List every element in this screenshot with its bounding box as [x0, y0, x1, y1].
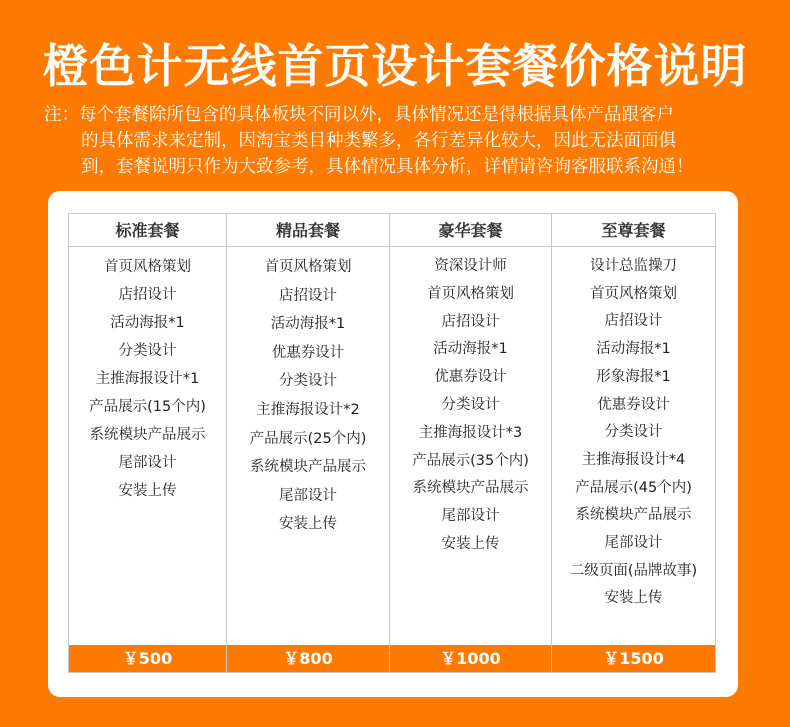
package-item: 店招设计 [118, 287, 177, 303]
package-item: 首页风格策划 [104, 259, 191, 275]
package-item: 安装上传 [279, 516, 337, 533]
package-item: 主推海报设计*1 [95, 371, 200, 387]
package-item: 资深设计师 [434, 258, 507, 274]
package-name: 豪华套餐 [390, 214, 551, 247]
package-item: 首页风格策划 [427, 285, 514, 302]
package-item: 系统模块产品展示 [250, 459, 366, 476]
package-item: 系统模块产品展示 [575, 507, 692, 524]
package-item: 二级页面(品牌故事) [569, 562, 698, 579]
package-item: 安装上传 [441, 535, 500, 552]
package-price: ￥1000 [390, 645, 551, 672]
package-item: 活动海报*1 [596, 341, 671, 358]
package-item: 主推海报设计*3 [418, 424, 523, 441]
package-item: 尾部设计 [604, 535, 663, 552]
package-items [390, 247, 551, 559]
package-column-supreme [552, 214, 715, 672]
package-price: ￥800 [227, 645, 389, 672]
package-item: 尾部设计 [118, 455, 177, 471]
pricing-card [48, 191, 738, 697]
pricing-note [44, 102, 764, 180]
package-item: 产品展示(35个内) [412, 452, 529, 469]
package-price: ￥500 [69, 645, 226, 672]
package-item: 优惠券设计 [434, 369, 507, 386]
package-item: 主推海报设计*2 [256, 401, 360, 418]
package-item: 形象海报*1 [596, 368, 671, 385]
package-name: 标准套餐 [69, 214, 226, 247]
package-item: 优惠券设计 [597, 396, 670, 413]
package-item: 首页风格策划 [590, 285, 677, 302]
package-item: 活动海报*1 [270, 316, 346, 333]
package-items [552, 247, 715, 613]
package-item: 首页风格策划 [264, 259, 352, 275]
package-name: 至尊套餐 [552, 214, 715, 247]
page-title: 橙色计无线首页设计套餐价格说明 [42, 39, 748, 93]
package-item: 分类设计 [604, 424, 663, 441]
package-items [69, 247, 226, 505]
package-column-standard [69, 214, 227, 672]
note-line-1: 注：每个套餐除所包含的具体板块不同以外，具体情况还是得根据具体产品跟客户 [44, 105, 674, 125]
package-item: 安装上传 [118, 483, 177, 499]
package-name: 精品套餐 [227, 214, 389, 247]
package-item: 安装上传 [604, 590, 663, 607]
package-item: 店招设计 [279, 287, 337, 304]
package-item: 活动海报*1 [433, 341, 508, 358]
package-column-premium [227, 214, 390, 672]
package-item: 产品展示(25个内) [249, 430, 367, 447]
package-item: 主推海报设计*4 [581, 451, 686, 468]
package-item: 店招设计 [441, 313, 500, 330]
package-item: 活动海报*1 [110, 315, 185, 331]
package-item: 优惠券设计 [271, 344, 345, 361]
package-item: 分类设计 [279, 373, 337, 390]
package-item: 设计总监操刀 [590, 258, 677, 274]
package-item: 店招设计 [604, 313, 663, 330]
pricing-table [68, 213, 716, 673]
package-item: 分类设计 [441, 396, 500, 413]
package-item: 分类设计 [118, 343, 177, 359]
package-item: 尾部设计 [279, 487, 337, 504]
package-item: 尾部设计 [441, 508, 500, 525]
package-item: 系统模块产品展示 [89, 427, 206, 443]
package-item: 系统模块产品展示 [412, 480, 529, 497]
note-line-2: 的具体需求来定制，因淘宝类目种类繁多，各行差异化较大，因此无法面面俱 [81, 131, 676, 151]
note-line-3: 到，套餐说明只作为大致参考，具体情况具体分析，详情请咨询客服联系沟通！ [81, 157, 694, 177]
package-items [227, 247, 389, 539]
package-column-deluxe [390, 214, 552, 672]
package-price: ￥1500 [552, 645, 715, 672]
package-item: 产品展示(15个内) [89, 399, 206, 415]
package-item: 产品展示(45个内) [575, 479, 692, 496]
